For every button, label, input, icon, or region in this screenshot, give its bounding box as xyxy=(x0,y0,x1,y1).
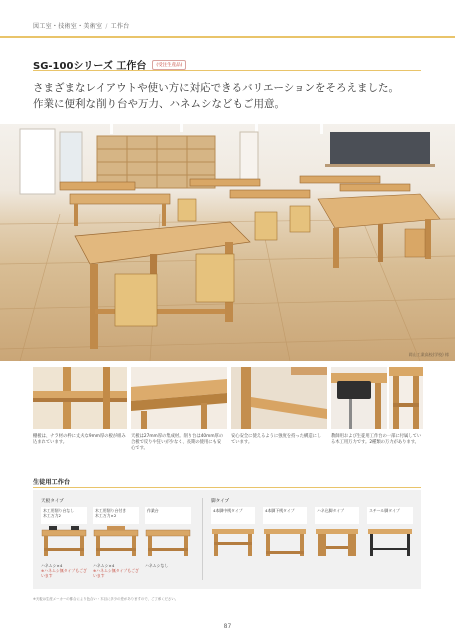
header-rule xyxy=(0,36,455,38)
breadcrumb-separator: / xyxy=(105,23,108,30)
variant-top-no-plane[interactable] xyxy=(41,507,87,578)
variant-top-with-plane[interactable] xyxy=(93,507,139,578)
section-rule xyxy=(33,487,421,488)
caption-shelf: 棚板は、ナラ材の枠に丈夫な9mm厚の板が組み込まれています。 xyxy=(33,434,126,446)
lead-text xyxy=(33,80,433,112)
thumbnail-captions xyxy=(33,434,423,464)
thumb-top xyxy=(131,367,227,429)
lead-line-2: 作業に便利な削り台や万力、ハネムシなどもご用意。 xyxy=(33,98,285,110)
top-type-heading: 天板タイプ xyxy=(41,499,64,504)
variant-top-work-table[interactable] xyxy=(145,507,191,568)
tabletop-photo-icon xyxy=(131,367,227,429)
leg-detail-photo-icon xyxy=(389,367,423,429)
variant-label: 木工用削り台なし 木工万力2 xyxy=(41,507,87,524)
variant-note xyxy=(145,563,191,568)
vise-photo-icon xyxy=(331,367,387,429)
variant-note-main: ハネムシ×4 xyxy=(41,563,63,568)
caption-vise: 教師用および生徒用工作台の一部に付属している木工用万力です。2種類の万力があります。 xyxy=(331,434,422,446)
variant-note-sub: ※ハネムシ無タイプもございます xyxy=(93,568,139,578)
breadcrumb-current: 工作台 xyxy=(110,23,130,30)
variant-leg-low-rail[interactable] xyxy=(263,507,307,561)
caption-joint: 安心安全に使えるように強度を持った構造にしています。 xyxy=(231,434,322,446)
variant-label: スチール脚タイプ xyxy=(367,507,413,524)
variant-label: 作業台 xyxy=(145,507,191,524)
thumb-vise xyxy=(331,367,387,429)
variant-note xyxy=(41,563,87,578)
variant-note-main: ハネムシ×4 xyxy=(93,563,115,568)
breadcrumb-category[interactable]: 図工室・技術室・美術室 xyxy=(33,23,103,30)
section-title: 生徒用工作台 xyxy=(33,479,71,486)
thumb-detail xyxy=(389,367,423,429)
variant-leg-steel[interactable] xyxy=(367,507,413,561)
workbench-icon xyxy=(145,524,191,557)
leg-type-heading: 脚タイプ xyxy=(211,499,230,504)
footnote: ※天板は生産メーカーの都合により色合い・木目に多少の差がありますので、ご了承ください。 xyxy=(33,597,179,601)
workbench-icon xyxy=(93,524,139,557)
leg-frame-icon xyxy=(315,524,361,557)
leg-frame-icon xyxy=(263,524,309,557)
variant-note xyxy=(93,563,139,578)
hero-classroom-photo xyxy=(0,124,455,361)
variant-label: 木工用削り台付き 木工万力×2 xyxy=(93,507,139,524)
detail-thumbnails xyxy=(33,367,423,429)
shelf-photo-icon xyxy=(33,367,127,429)
variant-note-main: ハネムシなし xyxy=(145,563,169,568)
variant-label: 4本脚中桟タイプ xyxy=(211,507,255,524)
leg-frame-icon xyxy=(211,524,257,557)
classroom-illustration xyxy=(0,124,455,361)
variant-panel xyxy=(33,490,421,589)
variant-label: ハネ込脚タイプ xyxy=(315,507,359,524)
workbench-icon xyxy=(41,524,87,557)
breadcrumb xyxy=(33,21,130,30)
variant-leg-panel[interactable] xyxy=(315,507,359,561)
thumb-shelf xyxy=(33,367,127,429)
page-number: 87 xyxy=(223,623,232,630)
thumb-joint xyxy=(231,367,327,429)
variant-label: 4本脚下桟タイプ xyxy=(263,507,307,524)
page-title: SG-100シリーズ 工作台 xyxy=(33,61,147,72)
caption-top: 天板は27mm厚の集成材。削り台は40mm厚の合板で反りや狂いが少なく、長期の使用にも安心です。 xyxy=(131,434,224,452)
variant-note-sub: ※ハネムシ無タイプもございます xyxy=(41,568,87,578)
title-rule xyxy=(33,70,421,71)
joint-photo-icon xyxy=(231,367,327,429)
variant-leg-mid-rail[interactable] xyxy=(211,507,255,561)
hero-caption: 岡山工業高校(学校) 様 xyxy=(408,352,449,357)
group-divider xyxy=(202,498,203,580)
steel-leg-icon xyxy=(367,524,413,557)
made-to-order-tag: (受注生産品) xyxy=(152,60,186,70)
lead-line-1: さまざまなレイアウトや使い方に対応できるバリエーションをそろえました。 xyxy=(33,82,400,94)
